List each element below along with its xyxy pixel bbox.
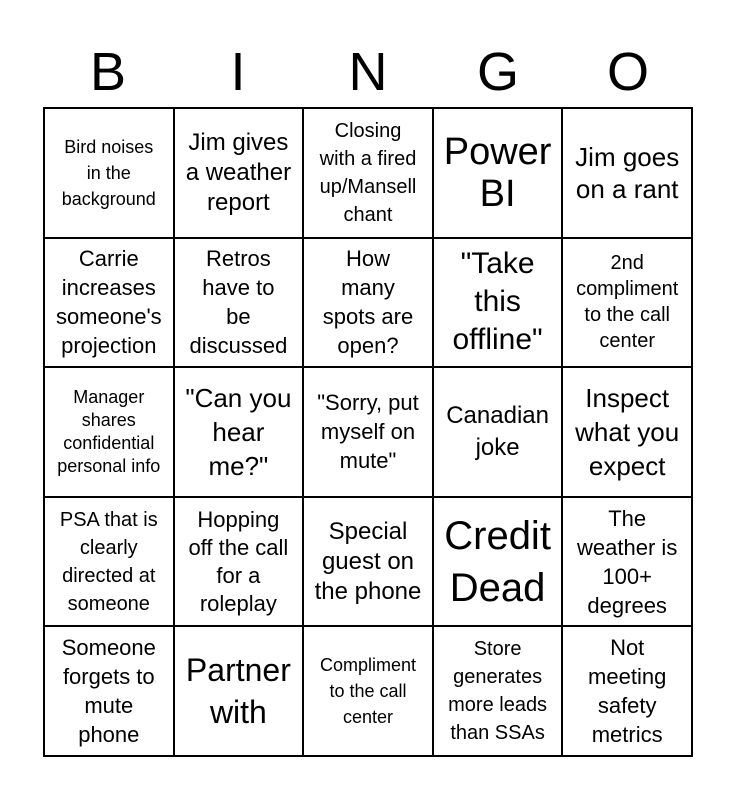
bingo-cell-label: Credit Dead xyxy=(444,513,551,610)
bingo-cell-label: Closing with a fired up/Mansell chant xyxy=(319,119,417,226)
header-letter-g: G xyxy=(476,42,519,102)
bingo-cell-label: Inspect what you expect xyxy=(575,382,680,481)
bingo-cell-label: Carrie increases someone's projection xyxy=(55,246,162,359)
bingo-board xyxy=(43,107,693,757)
bingo-cell-i5[interactable] xyxy=(174,626,304,756)
bingo-cell-o3[interactable] xyxy=(562,367,692,497)
bingo-cell-label: Jim goes on a rant xyxy=(575,141,680,204)
bingo-cell-o5[interactable] xyxy=(562,626,692,756)
bingo-cell-b5[interactable] xyxy=(44,626,174,756)
bingo-cell-b3[interactable] xyxy=(44,367,174,497)
header-letter-n: N xyxy=(348,42,388,102)
header-letter-i: I xyxy=(230,42,246,102)
bingo-cell-i2[interactable] xyxy=(174,238,304,368)
bingo-cell-label: Compliment to the call center xyxy=(319,655,416,728)
bingo-cell-label: Someone forgets to mute phone xyxy=(61,635,156,748)
bingo-cell-b4[interactable] xyxy=(44,497,174,627)
bingo-cell-i4[interactable] xyxy=(174,497,304,627)
bingo-cell-label: 2nd compliment to the call center xyxy=(576,252,679,353)
bingo-cell-g2[interactable] xyxy=(433,238,563,368)
bingo-cell-i1[interactable] xyxy=(174,108,304,238)
bingo-cell-g5[interactable] xyxy=(433,626,563,756)
header-letter-o: O xyxy=(606,42,649,102)
bingo-header xyxy=(43,40,693,104)
bingo-cell-n1[interactable] xyxy=(303,108,433,238)
bingo-cell-b1[interactable] xyxy=(44,108,174,238)
bingo-cell-label: Jim gives a weather report xyxy=(185,128,292,216)
bingo-cell-n4[interactable] xyxy=(303,497,433,627)
bingo-cell-label: Not meeting safety metrics xyxy=(588,635,667,748)
bingo-cell-label: Power BI xyxy=(443,130,552,215)
bingo-cell-label: Bird noises in the background xyxy=(61,136,156,209)
bingo-cell-o1[interactable] xyxy=(562,108,692,238)
bingo-cell-label: Canadian joke xyxy=(446,401,549,461)
bingo-cell-o2[interactable] xyxy=(562,238,692,368)
bingo-cell-g3[interactable] xyxy=(433,367,563,497)
bingo-cell-n3[interactable] xyxy=(303,367,433,497)
bingo-cell-o4[interactable] xyxy=(562,497,692,627)
bingo-cell-label: Retros have to be discussed xyxy=(189,246,288,359)
bingo-cell-label: Partner with xyxy=(185,652,291,731)
bingo-cell-label: "Take this offline" xyxy=(452,247,543,357)
bingo-cell-label: PSA that is clearly directed at someone xyxy=(59,508,158,615)
bingo-cell-i3[interactable] xyxy=(174,367,304,497)
bingo-cell-label: How many spots are open? xyxy=(322,246,414,359)
bingo-cell-label: Store generates more leads than SSAs xyxy=(448,638,548,745)
bingo-cell-label: "Sorry, put myself on mute" xyxy=(317,390,419,474)
bingo-cell-label: Hopping off the call for a roleplay xyxy=(188,506,289,616)
bingo-cell-g1[interactable] xyxy=(433,108,563,238)
bingo-cell-g4[interactable] xyxy=(433,497,563,627)
bingo-cell-b2[interactable] xyxy=(44,238,174,368)
bingo-cell-label: Manager shares confidential personal info xyxy=(57,386,161,476)
bingo-cell-label: Special guest on the phone xyxy=(314,517,422,605)
bingo-cell-n5[interactable] xyxy=(303,626,433,756)
bingo-cell-label: "Can you hear me?" xyxy=(185,382,292,481)
header-letter-b: B xyxy=(89,42,127,102)
bingo-cell-label: The weather is 100+ degrees xyxy=(577,505,678,618)
bingo-cell-n2[interactable] xyxy=(303,238,433,368)
